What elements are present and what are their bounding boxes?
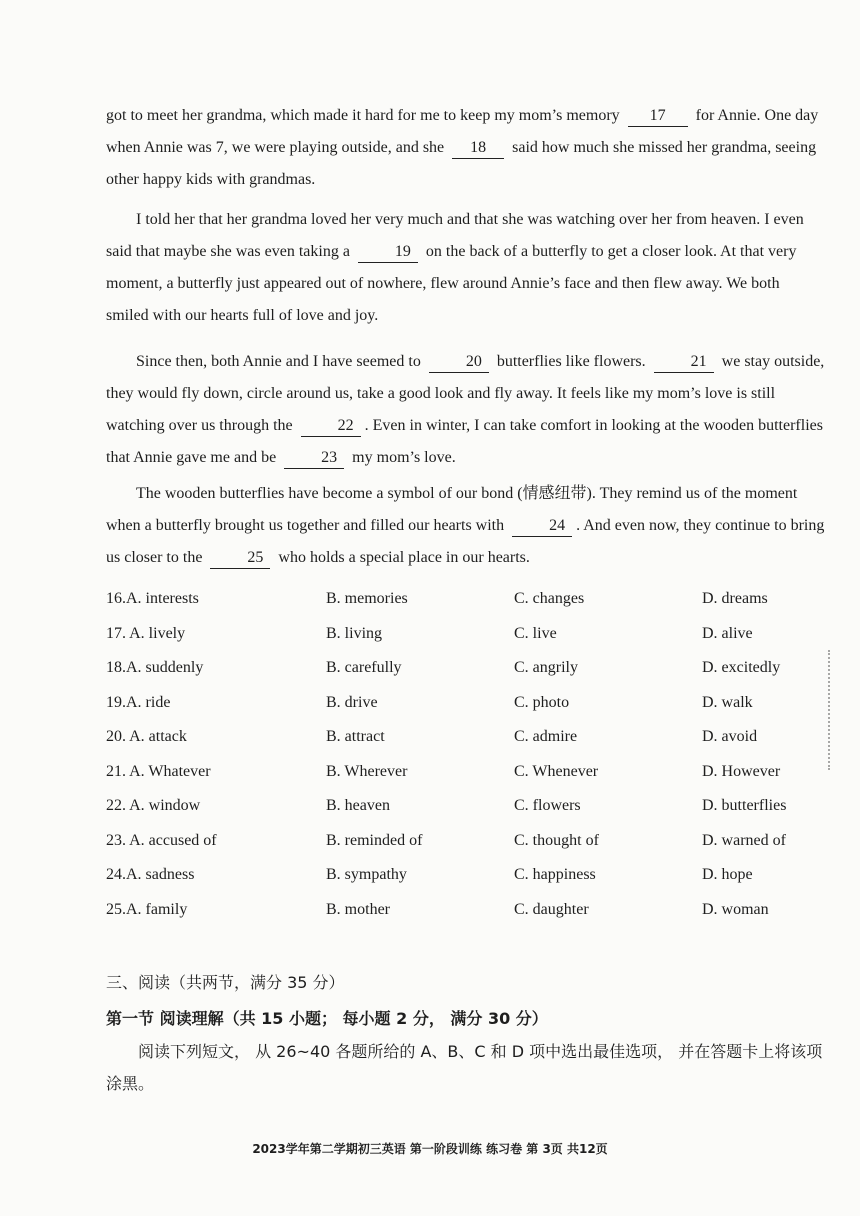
option-b: B. drive [326,693,378,711]
option-a: 22. A. window [106,797,201,814]
option-row-25 [106,895,846,930]
option-d: D. walk [702,693,753,711]
option-row-19 [106,688,846,723]
passage-text: said how much she missed her grandma, seeing other happy kids with grandmas. [106,139,817,188]
option-d: D. However [702,762,781,780]
passage-text: Since then, both Annie and I have seemed to [136,353,421,370]
option-d: D. hope [702,866,753,883]
passage-text: my mom’s love. [352,449,456,466]
option-d: D. excitedly [702,659,781,676]
option-d: D. avoid [702,728,758,745]
page-footer: 2023学年第二学期初三英语 第一阶段训练 练习卷 第 3页 共12页 [252,1142,608,1156]
option-a: 18.A. suddenly [106,659,204,676]
option-b: B. heaven [326,797,390,814]
option-b: B. Wherever [326,762,408,780]
option-c: C. photo [514,693,570,711]
option-c: C. daughter [514,900,589,918]
scan-artifact [828,650,860,770]
option-c: C. live [514,624,557,642]
passage-text: who holds a special place in our hearts. [278,549,530,566]
options-list [106,584,846,929]
option-b: B. sympathy [326,866,407,883]
passage-text: I told her that her grandma loved her very much and that she was watching over her from heaven. I even said that maybe she was even taking a [106,211,804,260]
option-d: D. alive [702,624,753,642]
option-d: D. butterflies [702,797,787,814]
option-d: D. woman [702,900,769,918]
option-b: B. attract [326,728,385,745]
option-c: C. flowers [514,797,581,814]
blank-17: 17 [628,106,688,127]
passage-text: butterflies like flowers. [496,353,646,370]
blank-23: 23 [284,448,344,469]
blank-24: 24 [512,516,572,537]
option-a: 23. A. accused of [106,831,217,849]
option-a: 21. A. Whatever [106,762,211,780]
passage-text: on the back of a butterfly to get a closer look. At that very moment, a butterfly just appeared out of nowhere, flew around Annie’s face and then flew away. We both smiled with our hearts full of love and joy. [106,243,797,324]
option-d: D. warned of [702,831,786,849]
option-row-22 [106,791,846,826]
blank-25: 25 [210,548,270,569]
option-d: D. dreams [702,590,768,607]
option-a: 16.A. interests [106,590,199,607]
instruction-text: 阅读下列短文， 从 26~40 各题所给的 A、B、C 和 D 项中选出最佳选项， 并在答题卡上将该项涂黑。 [106,1042,823,1093]
blank-20: 20 [429,352,489,373]
passage-paragraph-1 [106,100,826,196]
blank-22: 22 [301,416,361,437]
option-a: 24.A. sadness [106,866,195,883]
option-b: B. reminded of [326,831,423,849]
option-b: B. living [326,624,383,642]
option-c: C. changes [514,590,585,607]
option-row-16 [106,584,846,619]
option-b: B. memories [326,590,408,607]
option-c: C. Whenever [514,762,599,780]
passage-text: . And even now, they continue to bring us closer to the [106,517,825,566]
section-heading: 三、阅读（共两节，满分 35 分） [106,973,345,992]
option-a: 19.A. ride [106,693,171,711]
blank-18: 18 [452,138,504,159]
passage-text: for Annie. One day when Annie was 7, we were playing outside, and she [106,107,819,156]
subsection-heading: 第一节 阅读理解（共 15 小题； 每小题 2 分， 满分 30 分） [106,1009,548,1028]
blank-19: 19 [358,242,418,263]
passage-paragraph-3 [106,346,826,474]
passage-text: . Even in winter, I can take comfort in looking at the wooden butterflies that Annie gave me and be [106,417,823,466]
option-row-18 [106,653,846,688]
option-c: C. admire [514,728,578,745]
option-a: 17. A. lively [106,624,186,642]
option-a: 20. A. attack [106,728,187,745]
option-row-21 [106,757,846,792]
passage-paragraph-4 [106,478,826,574]
option-row-20 [106,722,846,757]
option-row-17 [106,619,846,654]
option-c: C. angrily [514,659,578,676]
blank-21: 21 [654,352,714,373]
option-row-24 [106,860,846,895]
passage-text: The wooden butterflies have become a symbol of our bond (情感纽带). They remind us of the moment when a butterfly brought us together and filled our hearts with [106,485,798,534]
passage-text: got to meet her grandma, which made it hard for me to keep my mom’s memory [106,107,620,124]
option-row-23 [106,826,846,861]
passage-text: we stay outside, they would fly down, circle around us, take a good look and fly away. It feels like my mom’s love is still watching over us through the [106,353,825,434]
option-c: C. thought of [514,831,599,849]
option-c: C. happiness [514,866,596,883]
passage-paragraph-2 [106,204,826,332]
option-b: B. carefully [326,659,402,676]
option-b: B. mother [326,900,390,918]
option-a: 25.A. family [106,900,188,918]
